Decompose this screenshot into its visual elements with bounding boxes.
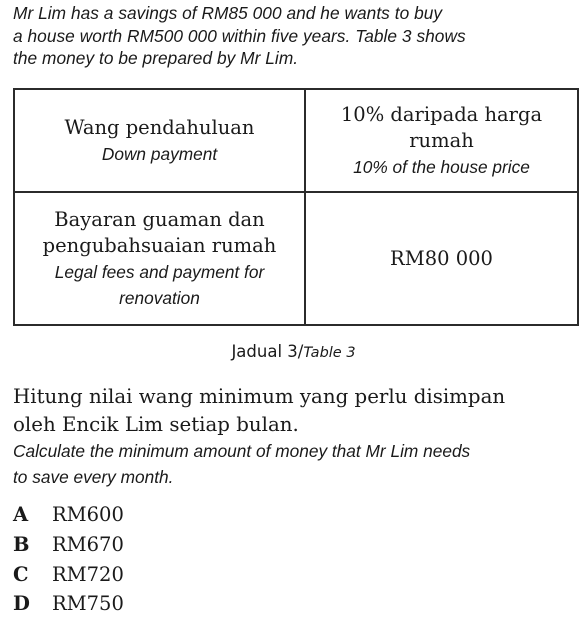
amount-label-en: 10% of the house price <box>353 156 530 177</box>
amount-label-ms-2: rumah <box>409 128 474 152</box>
intro-line-1: Mr Lim has a savings of RM85 000 and he wants to buy <box>13 3 443 23</box>
option-letter: B <box>13 532 30 556</box>
table-cell-item <box>14 192 305 325</box>
option-text: RM720 <box>52 562 124 586</box>
question-en-line-2: to save every month. <box>13 467 174 487</box>
item-label-en-2: renovation <box>119 287 200 308</box>
option-c[interactable] <box>13 563 313 593</box>
table-caption <box>0 341 587 364</box>
option-text: RM750 <box>52 592 124 616</box>
table-row-legal-fees <box>14 192 578 325</box>
option-b[interactable] <box>13 533 313 563</box>
caption-en: Table 3 <box>303 345 356 361</box>
item-label-ms-2: pengubahsuaian rumah <box>42 233 277 257</box>
item-label-ms: Wang pendahuluan <box>64 115 255 139</box>
option-letter: C <box>13 562 29 586</box>
table-cell-item <box>14 89 305 192</box>
option-text: RM670 <box>52 532 124 556</box>
question-ms-line-1: Hitung nilai wang minimum yang perlu disimpan <box>13 385 506 408</box>
option-a[interactable] <box>13 503 313 533</box>
question-text <box>13 383 585 490</box>
table-cell-amount <box>305 192 578 325</box>
table-cell-amount <box>305 89 578 192</box>
amount-label-ms-1: 10% daripada harga <box>340 102 543 126</box>
option-letter: D <box>13 592 30 616</box>
item-label-ms-1: Bayaran guaman dan <box>54 207 265 231</box>
caption-ms: Jadual 3/ <box>231 342 304 361</box>
intro-paragraph <box>13 2 581 70</box>
table-row-down-payment <box>14 89 578 192</box>
answer-options <box>13 503 313 622</box>
amount-value: RM80 000 <box>390 246 493 270</box>
option-text: RM600 <box>52 503 124 526</box>
item-label-en-1: Legal fees and payment for <box>54 261 265 282</box>
option-d[interactable] <box>13 592 313 622</box>
option-letter: A <box>13 503 29 526</box>
question-en-line-1: Calculate the minimum amount of money that Mr Lim needs <box>13 441 471 461</box>
question-ms-line-2: oleh Encik Lim setiap bulan. <box>13 412 299 436</box>
item-label-en: Down payment <box>101 143 218 164</box>
expense-table <box>13 88 579 326</box>
intro-line-2: a house worth RM500 000 within five years. Table 3 shows <box>13 25 466 46</box>
intro-line-3: the money to be prepared by Mr Lim. <box>13 48 299 68</box>
